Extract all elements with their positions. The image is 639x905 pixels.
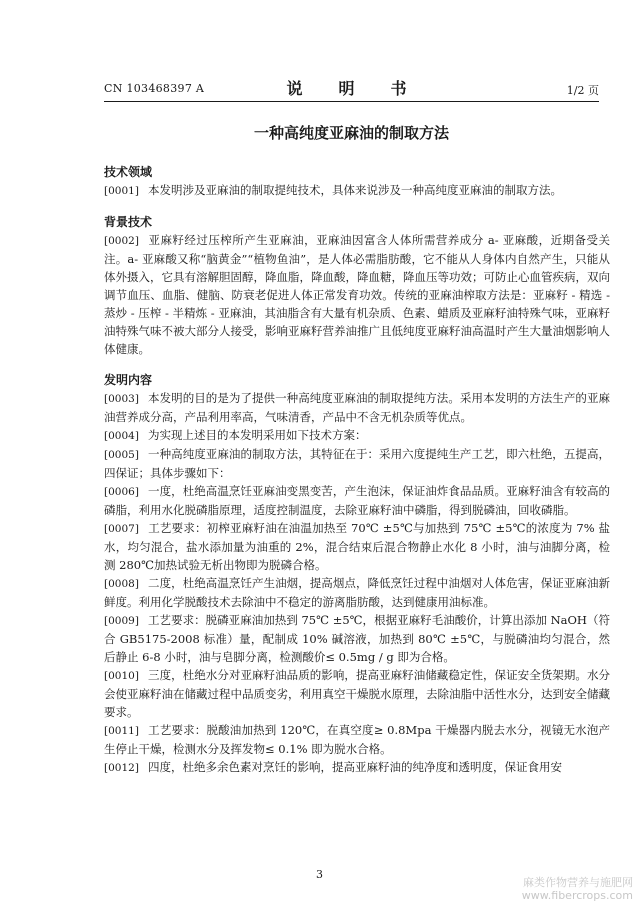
page-indicator: 1/2 页: [566, 84, 599, 97]
section-background: [104, 213, 610, 358]
paragraph-number: [0005]: [104, 449, 139, 461]
section-invention: [104, 371, 610, 777]
paragraph-text: 工艺要求：脱磷亚麻油加热到 75℃ ±5℃，根据亚麻籽毛油酸价，计算出添加 NaOH（符合 GB5175-2008 标准）量，配制成 10% 碱溶液，加热到 80℃ ±5℃，与脱磷油均匀混合，然后静止 6-8 小时，油与皂脚分离，检测酸价≤ 0.5mg / g 即为合格。: [104, 613, 610, 664]
paragraph: [104, 574, 610, 611]
paragraph-text: 四度，杜绝多余色素对烹饪的影响，提高亚麻籽油的纯净度和透明度，保证食用安: [148, 760, 562, 774]
section-tech-field: [104, 163, 610, 200]
paragraph: [104, 389, 610, 426]
page-number: 3: [316, 868, 323, 881]
paragraph: [104, 426, 610, 445]
publication-number: CN 103468397 A: [104, 82, 205, 95]
paragraph-number: [0011]: [104, 725, 139, 737]
paragraph: [104, 611, 610, 666]
watermark-url: www.fibercrops.com: [521, 889, 633, 902]
document-type: 说 明 书: [286, 79, 417, 98]
paragraph-text: 本发明涉及亚麻油的制取提纯技术，具体来说涉及一种高纯度亚麻油的制取方法。: [148, 183, 562, 197]
section-heading: 发明内容: [104, 373, 153, 387]
paragraph: [104, 445, 610, 482]
paragraph-number: [0001]: [104, 185, 139, 197]
paragraph-number: [0010]: [104, 670, 139, 682]
paragraph-text: 亚麻籽经过压榨所产生亚麻油，亚麻油因富含人体所需营养成分 a- 亚麻酸，近期备受关注。a- 亚麻酸又称“脑黄金”“植物鱼油”，是人体必需脂肪酸，它不能从人身体内自然产生，只能从体外摄入，它具有溶解胆固醇，降血脂，降血酸，降血糖，降血压等功效；可防止心血管疾病，双向调节血压、血脂、健脑、防衰老促进人体正常发育功效。传统的亚麻油榨取方法是：亚麻籽 - 精选 - 蒸炒 - 压榨 - 半精炼 - 亚麻油，其油脂含有大量有机杂质、色素、蜡质及亚麻籽油特殊气味，亚麻籽油特殊气味不被大部分人接受，影响亚麻籽营养油推广且低纯度亚麻籽油高温时产生大量油烟影响人体健康。: [104, 233, 610, 356]
paragraph-number: [0002]: [104, 235, 139, 247]
paragraph-text: 为实现上述目的本发明采用如下技术方案：: [148, 428, 367, 442]
paragraph: [104, 519, 610, 574]
paragraph: [104, 482, 610, 519]
paragraph-text: 工艺要求：脱酸油加热到 120℃，在真空度≥ 0.8Mpa 干燥器内脱去水分，视镜无水泡产生停止干燥，检测水分及挥发物≤ 0.1% 即为脱水合格。: [104, 723, 610, 756]
document-body: [104, 163, 610, 777]
paragraph: [104, 758, 610, 777]
document-title: 一种高纯度亚麻油的制取方法: [253, 124, 449, 142]
paragraph: [104, 181, 610, 200]
page-header: [104, 74, 599, 100]
paragraph-number: [0008]: [104, 578, 139, 590]
site-watermark: [522, 876, 633, 902]
paragraph-text: 一种高纯度亚麻油的制取方法，其特征在于：采用六度提纯生产工艺，即六杜绝，五提高，四保证；具体步骤如下：: [104, 447, 610, 480]
paragraph: [104, 666, 610, 721]
watermark-title: 麻类作物营养与施肥网: [523, 876, 633, 889]
paragraph-text: 二度，杜绝高温烹饪产生油烟，提高烟点，降低烹饪过程中油烟对人体危害，保证亚麻油新鲜度。利用化学脱酸技术去除油中不稳定的游离脂肪酸，达到健康用油标准。: [104, 576, 610, 609]
paragraph-number: [0004]: [104, 430, 139, 442]
paragraph: [104, 231, 610, 358]
paragraph-number: [0009]: [104, 615, 139, 627]
header-rule: [104, 101, 599, 102]
paragraph: [104, 721, 610, 758]
section-heading: 技术领域: [104, 165, 153, 179]
section-heading: 背景技术: [104, 215, 153, 229]
paragraph-number: [0012]: [104, 762, 139, 774]
paragraph-number: [0007]: [104, 523, 139, 535]
paragraph-number: [0006]: [104, 486, 139, 498]
paragraph-text: 一度，杜绝高温烹饪亚麻油变黑变苦，产生泡沫，保证油炸食品品质。亚麻籽油含有较高的磷脂，利用水化脱磷脂原理，适度控制温度，去除亚麻籽油中磷脂，得到脱磷油，回收磷脂。: [104, 484, 610, 517]
paragraph-text: 三度，杜绝水分对亚麻籽油品质的影响，提高亚麻籽油储藏稳定性，保证安全货架期。水分会使亚麻籽油在储藏过程中品质变劣，利用真空干燥脱水原理，去除油脂中活性水分，达到安全储藏要求。: [104, 668, 610, 719]
paragraph-text: 本发明的目的是为了提供一种高纯度亚麻油的制取提纯方法。采用本发明的方法生产的亚麻油营养成分高，产品利用率高，气味清香，产品中不含无机杂质等优点。: [104, 391, 610, 424]
paragraph-number: [0003]: [104, 393, 139, 405]
paragraph-text: 工艺要求：初榨亚麻籽油在油温加热至 70℃ ±5℃与加热到 75℃ ±5℃的浓度为 7% 盐水，均匀混合，盐水添加量为油重的 2%，混合结束后混合物静止水化 8 小时，油与油脚分离，检测 280℃加热试验无析出物即为脱磷合格。: [104, 521, 610, 572]
